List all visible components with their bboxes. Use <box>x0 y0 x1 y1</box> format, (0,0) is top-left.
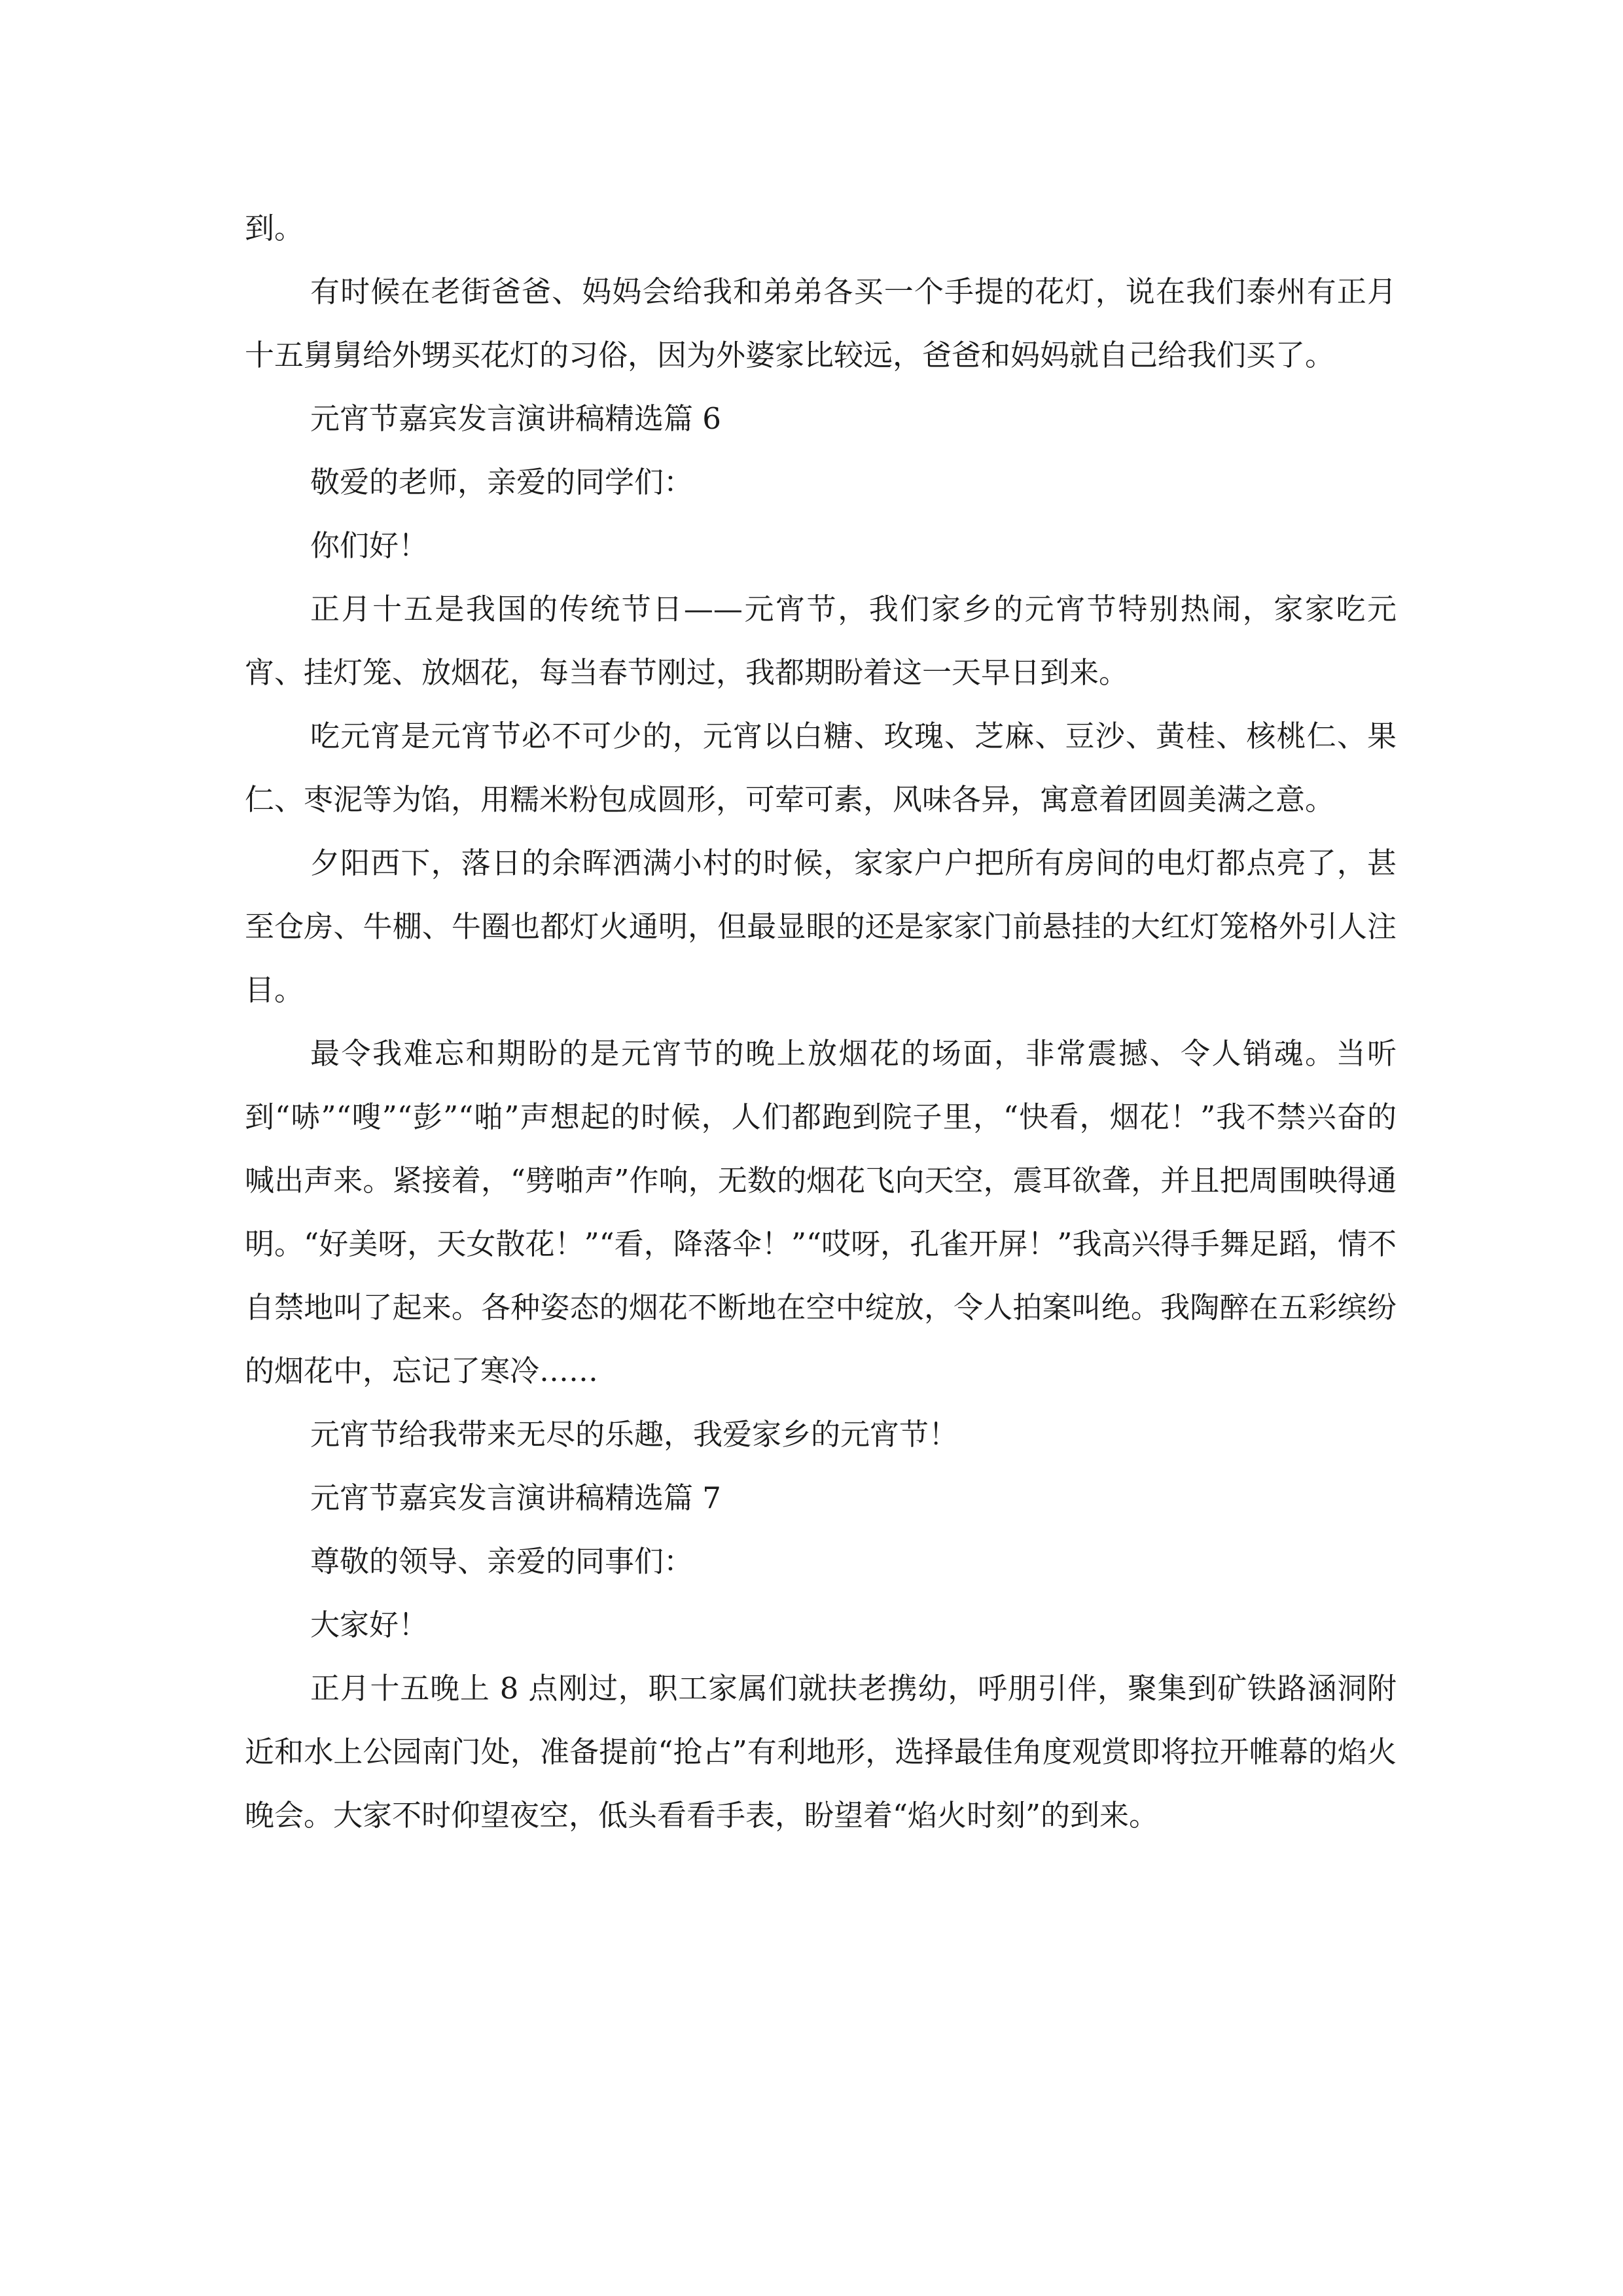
section-heading-7: 元宵节嘉宾发言演讲稿精选篇 7 <box>310 1480 721 1515</box>
paragraph-closing-6: 元宵节给我带来无尽的乐趣，我爱家乡的元宵节！ <box>310 1417 959 1452</box>
document-body <box>245 196 1397 1847</box>
salutation-teachers: 敬爱的老师，亲爱的同学们： <box>310 465 694 499</box>
paragraph-lanterns: 有时候在老街爸爸、妈妈会给我和弟弟各买一个手提的花灯，说在我们泰州有正月十五舅舅给外甥买花灯的习俗，因为外婆家比较远，爸爸和妈妈就自己给我们买了。 <box>245 274 1397 372</box>
salutation-leaders: 尊敬的领导、亲爱的同事们： <box>310 1544 694 1579</box>
greeting-hello: 你们好！ <box>310 528 429 563</box>
paragraph-fireworks-party: 正月十五晚上 8 点刚过，职工家属们就扶老携幼，呼朋引伴，聚集到矿铁路涵洞附近和水上公园南门处，准备提前“抢占”有利地形，选择最佳角度观赏即将拉开帷幕的焰火晚会。大家不时仰望夜空，低头看看手表，盼望着“焰火时刻”的到来。 <box>245 1671 1397 1833</box>
paragraph-continuation: 到。 <box>245 211 304 245</box>
paragraph-festival-intro: 正月十五是我国的传统节日——元宵节，我们家乡的元宵节特别热闹，家家吃元宵、挂灯笼、放烟花，每当春节刚过，我都期盼着这一天早日到来。 <box>245 592 1397 690</box>
paragraph-yuanxiao-food: 吃元宵是元宵节必不可少的，元宵以白糖、玫瑰、芝麻、豆沙、黄桂、核桃仁、果仁、枣泥等为馅，用糯米粉包成圆形，可荤可素，风味各异，寓意着团圆美满之意。 <box>245 719 1397 817</box>
paragraph-fireworks: 最令我难忘和期盼的是元宵节的晚上放烟花的场面，非常震撼、令人销魂。当听到“哧”“嗖”“彭”“啪”声想起的时候，人们都跑到院子里，“快看，烟花！”我不禁兴奋的喊出声来。紧接着，“劈啪声”作响，无数的烟花飞向天空，震耳欲聋，并且把周围映得通明。“好美呀，天女散花！”“看，降落伞！”“哎呀，孔雀开屏！”我高兴得手舞足蹈，情不自禁地叫了起来。各种姿态的烟花不断地在空中绽放，令人拍案叫绝。我陶醉在五彩缤纷的烟花中，忘记了寒冷…… <box>245 1036 1397 1388</box>
greeting-everyone: 大家好！ <box>310 1607 429 1642</box>
section-heading-6: 元宵节嘉宾发言演讲稿精选篇 6 <box>310 401 721 436</box>
paragraph-sunset-lights: 夕阳西下，落日的余晖洒满小村的时候，家家户户把所有房间的电灯都点亮了，甚至仓房、牛棚、牛圈也都灯火通明，但最显眼的还是家家门前悬挂的大红灯笼格外引人注目。 <box>245 846 1397 1007</box>
